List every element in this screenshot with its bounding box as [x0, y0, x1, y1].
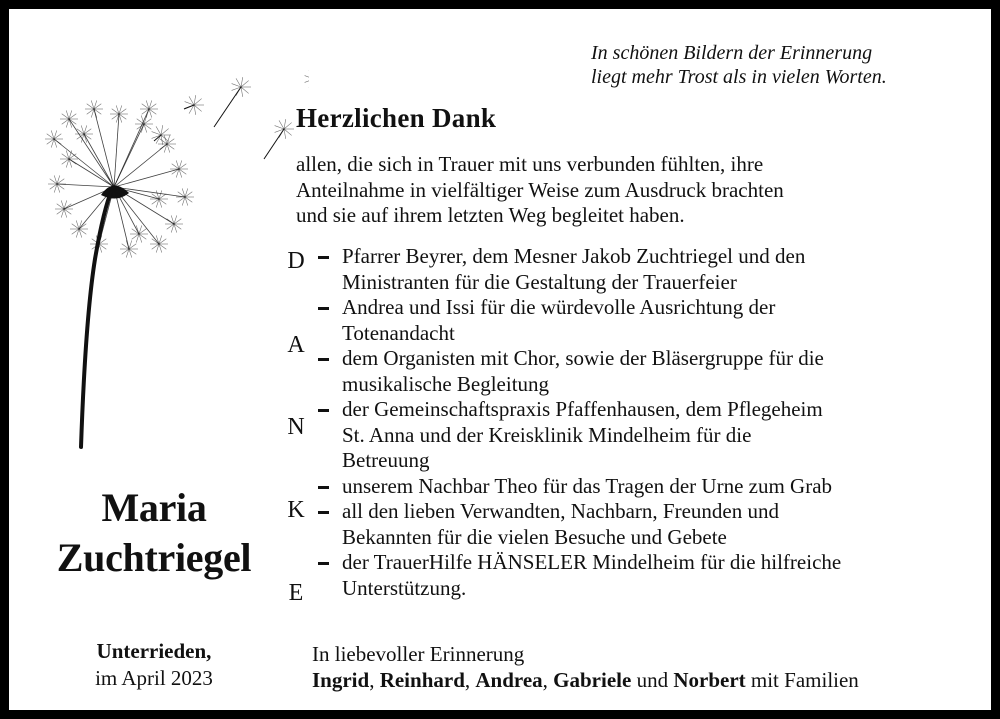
danke-letter-n: N — [287, 414, 305, 440]
list-item — [312, 244, 992, 295]
dash-bullet — [318, 409, 329, 412]
closing-names — [312, 667, 1000, 693]
intro-text — [296, 152, 976, 229]
motto-line-1: In schönen Bildern der Erinnerung — [591, 42, 873, 64]
family-name: Norbert — [673, 668, 746, 692]
dash-bullet — [318, 562, 329, 565]
separator: , — [542, 668, 554, 692]
item-line: der Gemeinschaftspraxis Pfaffenhausen, dem Pflegeheim — [342, 397, 823, 421]
item-line: unserem Nachbar Theo für das Tragen der Urne zum Grab — [342, 473, 833, 498]
dash-bullet — [318, 511, 329, 514]
danke-letter-e: E — [288, 580, 304, 606]
dash-bullet — [318, 486, 329, 489]
item-line: all den lieben Verwandten, Nachbarn, Freunden und — [342, 499, 779, 523]
item-line: Unterstützung. — [342, 575, 467, 600]
item-line: Ministranten für die Gestaltung der Trauerfeier — [342, 269, 737, 294]
dash-bullet — [318, 256, 329, 259]
list-item — [312, 474, 992, 500]
dandelion-icon — [9, 9, 309, 469]
family-name: Andrea — [475, 668, 543, 692]
thanks-list — [312, 244, 992, 601]
motto — [591, 41, 991, 89]
danke-letter-d: D — [287, 248, 305, 274]
intro-line: Anteilnahme in vielfältiger Weise zum Ausdruck brachten — [296, 177, 784, 202]
item-line: dem Organisten mit Chor, sowie der Bläsergruppe für die — [342, 346, 824, 370]
item-line: Pfarrer Beyrer, dem Mesner Jakob Zuchtriegel und den — [342, 244, 806, 268]
family-name: Reinhard — [379, 668, 465, 692]
danke-letter-a: A — [287, 332, 305, 358]
closing-block — [312, 641, 1000, 693]
separator: , — [464, 668, 476, 692]
family-name: Ingrid — [312, 668, 370, 692]
motto-line-2: liegt mehr Trost als in vielen Worten. — [591, 66, 887, 88]
list-item — [312, 499, 992, 550]
list-item — [312, 346, 992, 397]
item-line: Totenandacht — [342, 320, 455, 345]
first-name: Maria — [101, 485, 207, 530]
separator: mit Familien — [745, 668, 859, 692]
item-line: St. Anna und der Kreisklinik Mindelheim für die — [342, 422, 752, 447]
deceased-name — [29, 483, 279, 583]
separator: und — [631, 668, 674, 692]
item-line: Betreuung — [342, 448, 430, 472]
list-item — [312, 397, 992, 474]
last-name: Zuchtriegel — [56, 535, 252, 580]
closing-line: In liebevoller Erinnerung — [312, 642, 525, 666]
separator: , — [369, 668, 380, 692]
place-date-text: im April 2023 — [95, 666, 213, 690]
item-line: Bekannten für die vielen Besuche und Gebete — [342, 524, 727, 549]
danke-letter-k: K — [287, 497, 305, 523]
intro-line: allen, die sich in Trauer mit uns verbunden fühlten, ihre — [296, 152, 764, 176]
list-item — [312, 550, 992, 601]
intro-line: und sie auf ihrem letzten Weg begleitet haben. — [296, 203, 685, 227]
place-date — [49, 638, 259, 692]
family-name: Gabriele — [553, 668, 632, 692]
place-city: Unterrieden, — [96, 639, 212, 663]
list-item — [312, 295, 992, 346]
item-line: Andrea und Issi für die würdevolle Ausrichtung der — [342, 295, 776, 319]
item-line: der TrauerHilfe HÄNSELER Mindelheim für die hilfreiche — [342, 550, 842, 574]
dash-bullet — [318, 307, 329, 310]
page-title: Herzlichen Dank — [296, 103, 497, 133]
dash-bullet — [318, 358, 329, 361]
item-line: musikalische Begleitung — [342, 371, 550, 396]
